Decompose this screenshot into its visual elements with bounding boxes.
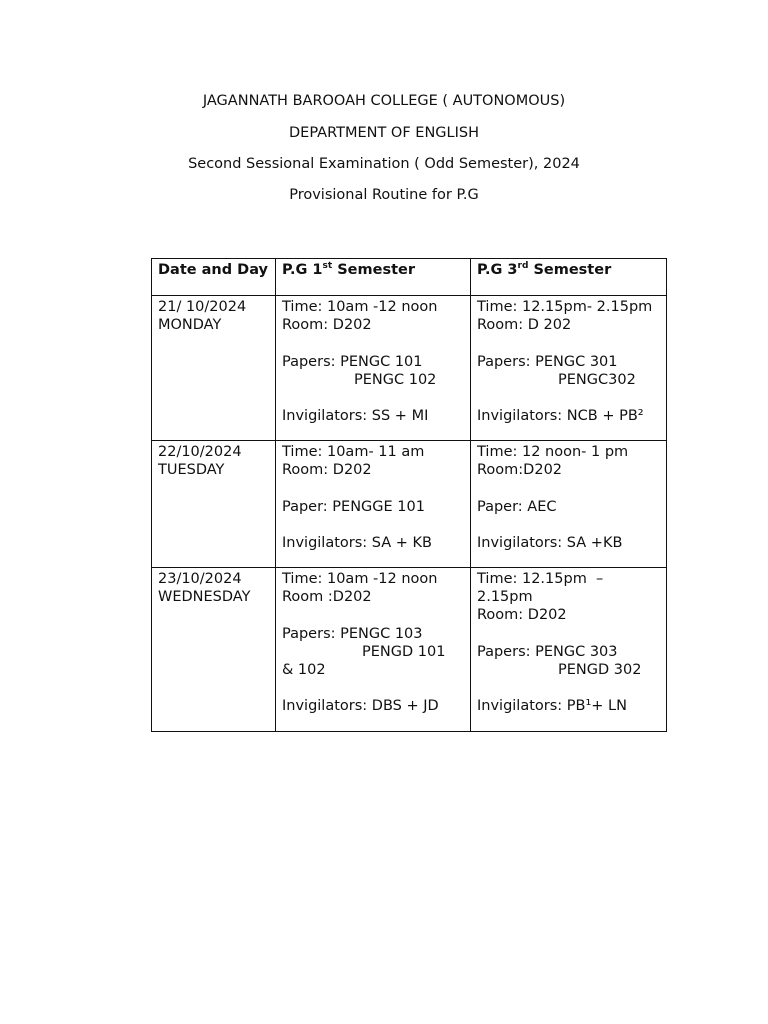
header-sem1-prefix: P.G 1	[282, 262, 323, 278]
table-row	[152, 441, 667, 568]
blank-line	[282, 389, 464, 407]
header-sem1-suffix: Semester	[332, 262, 416, 278]
header-sem3-prefix: P.G 3	[477, 262, 518, 278]
header-sem1-sup: st	[322, 261, 333, 272]
exam-title: Second Sessional Examination ( Odd Semester), 2024	[188, 156, 580, 172]
sem1-cell	[276, 568, 471, 732]
sem3-room: Room: D 202	[477, 317, 572, 334]
sem3-invigilators: Invigilators: NCB + PB²	[477, 408, 644, 425]
sem3-cell	[471, 296, 667, 441]
blank-line	[477, 516, 660, 534]
sem3-cell	[471, 441, 667, 568]
sem1-time: Time: 10am- 11 am	[282, 444, 425, 460]
exam-date: 22/10/2024	[158, 444, 242, 460]
table-row	[152, 296, 667, 441]
table-row	[152, 568, 667, 732]
sem1-papers-cont: PENGC 102	[354, 371, 437, 388]
exam-day: MONDAY	[158, 317, 222, 334]
sem1-papers-cont: PENGD 101	[362, 643, 446, 660]
exam-date: 21/ 10/2024	[158, 299, 247, 315]
sem1-cell	[276, 441, 471, 568]
header-pg-3rd-semester	[471, 259, 667, 296]
sem1-invigilators: Invigilators: SA + KB	[282, 534, 433, 551]
sem1-papers: Papers: PENGC 103	[282, 625, 423, 642]
sem3-papers-cont: PENGC302	[558, 371, 636, 388]
department-name: DEPARTMENT OF ENGLISH	[289, 125, 479, 141]
blank-line	[282, 516, 464, 534]
exam-date: 23/10/2024	[158, 571, 242, 587]
header-date-day: Date and Day	[152, 259, 276, 296]
sem3-time: Time: 12.15pm- 2.15pm	[477, 299, 653, 315]
exam-day: TUESDAY	[158, 462, 225, 479]
date-cell	[152, 441, 276, 568]
sem1-cell	[276, 296, 471, 441]
sem1-invigilators: Invigilators: DBS + JD	[282, 698, 439, 715]
date-cell	[152, 568, 276, 732]
sem1-papers: Papers: PENGC 101	[282, 353, 423, 370]
blank-line	[477, 679, 660, 697]
sem3-room: Room:D202	[477, 462, 563, 479]
routine-title: Provisional Routine for P.G	[289, 187, 479, 203]
sem1-time: Time: 10am -12 noon	[282, 571, 438, 587]
sem1-papers-cont2: & 102	[282, 662, 326, 678]
sem3-invigilators: Invigilators: SA +KB	[477, 534, 623, 551]
exam-routine-table	[151, 258, 667, 732]
blank-line	[477, 479, 660, 497]
exam-day: WEDNESDAY	[158, 589, 251, 606]
sem3-time: Time: 12.15pm –	[477, 571, 604, 587]
blank-line	[282, 606, 464, 624]
sem3-papers: Papers: PENGC 301	[477, 353, 618, 370]
date-cell	[152, 296, 276, 441]
header-pg-1st-semester	[276, 259, 471, 296]
sem3-papers-cont: PENGD 302	[558, 662, 642, 678]
sem1-room: Room: D202	[282, 317, 372, 334]
header-sem3-sup: rd	[517, 261, 529, 272]
sem3-invigilators: Invigilators: PB¹+ LN	[477, 698, 627, 715]
table-header-row	[152, 259, 667, 296]
header-sem3-suffix: Semester	[528, 262, 612, 278]
blank-line	[282, 679, 464, 697]
sem3-room: Room: D202	[477, 607, 567, 624]
blank-line	[282, 334, 464, 352]
sem3-paper: Paper: AEC	[477, 498, 557, 515]
sem3-time-cont: 2.15pm	[477, 589, 533, 606]
sem1-room: Room: D202	[282, 462, 372, 479]
sem3-cell	[471, 568, 667, 732]
sem3-papers: Papers: PENGC 303	[477, 643, 618, 660]
sem1-time: Time: 10am -12 noon	[282, 299, 438, 315]
blank-line	[477, 334, 660, 352]
blank-line	[477, 389, 660, 407]
blank-line	[282, 479, 464, 497]
sem1-paper: Paper: PENGGE 101	[282, 498, 425, 515]
blank-line	[477, 625, 660, 643]
sem3-time: Time: 12 noon- 1 pm	[477, 444, 629, 460]
sem1-room: Room :D202	[282, 589, 372, 606]
sem1-invigilators: Invigilators: SS + MI	[282, 408, 429, 425]
college-name: JAGANNATH BAROOAH COLLEGE ( AUTONOMOUS)	[202, 93, 566, 109]
